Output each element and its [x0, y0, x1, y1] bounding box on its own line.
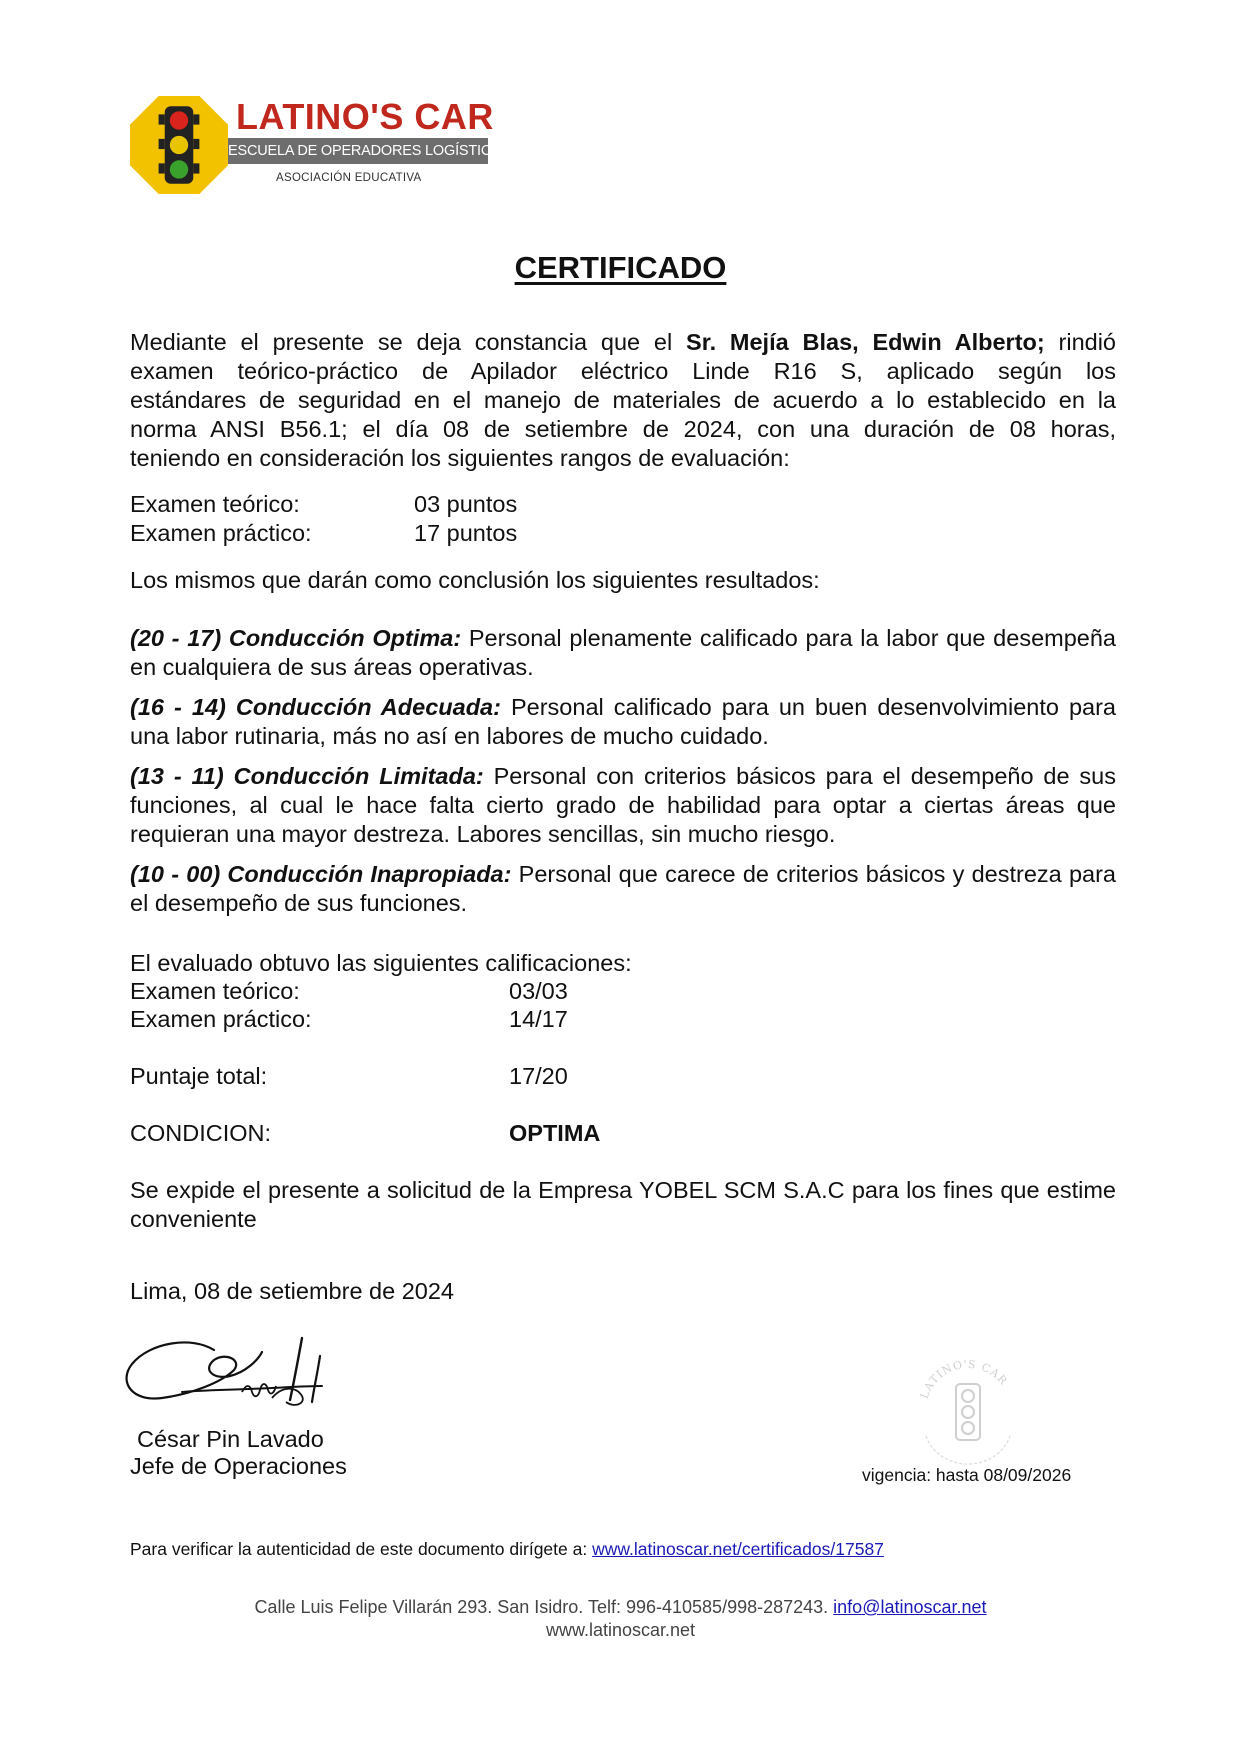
logo-subtitle: ASOCIACIÓN EDUCATIVA: [276, 172, 422, 184]
footer-website[interactable]: www.latinoscar.net: [545, 1620, 696, 1640]
result-theory-value: 03/03: [509, 978, 568, 1004]
verify-link[interactable]: www.latinoscar.net/certificados/17587: [592, 1539, 884, 1559]
footer-email-link[interactable]: info@latinoscar.net: [833, 1597, 987, 1617]
range-practice-value: 17 puntos: [414, 520, 518, 546]
intro-line-2: examen teórico-práctico de Apilador eléctrico Linde R16 S, aplicado según los: [130, 358, 1116, 384]
level-heading: (16 - 14) Conducción Adecuada:: [130, 694, 501, 720]
logo-brand-name: LATINO'S CAR: [236, 96, 494, 137]
level-description: Personal con criterios básicos para el desempeño de sus funciones, al cual le hace falta cierto grado de habilidad para optar a ciertas áreas que requieran una mayor destreza. Labores sencillas, sin mucho riesgo.: [130, 763, 1116, 847]
level-adecuada: [130, 693, 1116, 751]
handwritten-signature: [122, 1330, 342, 1420]
condition-value: OPTIMA: [509, 1120, 601, 1146]
place-date: Lima, 08 de setiembre de 2024: [130, 1278, 454, 1304]
traffic-light-octagon-icon: [128, 94, 230, 196]
svg-text:LATINO'S CAR: LATINO'S CAR: [917, 1357, 1011, 1401]
condition-label: CONDICION:: [130, 1120, 271, 1146]
company-logo: [128, 94, 512, 198]
issued-statement: Se expide el presente a solicitud de la Empresa YOBEL SCM S.A.C para los fines que estime conveniente: [130, 1177, 1116, 1232]
level-description: Personal que carece de criterios básicos y destreza para el desempeño de sus funciones.: [130, 861, 1116, 916]
results-intro: El evaluado obtuvo las siguientes calificaciones:: [130, 950, 632, 976]
level-inapropiada: [130, 860, 1116, 918]
logo-tagline: ESCUELA DE OPERADORES LOGÍSTICOS: [228, 138, 488, 164]
footer-address-line: [0, 1596, 1241, 1619]
footer-address: Calle Luis Felipe Villarán 293. San Isidro. Telf: 996-410585/998-287243.: [254, 1597, 834, 1617]
total-score-value: 17/20: [509, 1063, 568, 1089]
document-title: CERTIFICADO: [514, 250, 727, 285]
result-theory-label: Examen teórico:: [130, 978, 300, 1004]
signer-role: Jefe de Operaciones: [130, 1453, 347, 1479]
level-description: Personal plenamente calificado para la labor que desempeña en cualquiera de sus áreas operativas.: [130, 625, 1116, 680]
intro-text-start: Mediante el presente se deja constancia que el: [130, 329, 687, 355]
result-practice-label: Examen práctico:: [130, 1006, 312, 1032]
result-practice-value: 14/17: [509, 1006, 568, 1032]
company-seal-watermark: [912, 1350, 1024, 1470]
verify-text: Para verificar la autenticidad de este documento dirígete a:: [130, 1539, 593, 1559]
verify-line: [130, 1539, 884, 1560]
level-optima: [130, 624, 1116, 682]
level-heading: (10 - 00) Conducción Inapropiada:: [130, 861, 512, 887]
intro-line-4: norma ANSI B56.1; el día 08 de setiembre de 2024, con una duración de 08 horas,: [130, 416, 1116, 442]
intro-line-5: teniendo en consideración los siguientes rangos de evaluación:: [130, 445, 790, 471]
level-description: Personal calificado para un buen desenvolvimiento para una labor rutinaria, más no así en labores de mucho cuidado.: [130, 694, 1117, 749]
range-theory-value: 03 puntos: [414, 491, 518, 517]
conclusion-intro: Los mismos que darán como conclusión los siguientes resultados:: [130, 567, 820, 593]
intro-text-end: rindió: [1044, 329, 1116, 355]
validity-date: vigencia: hasta 08/09/2026: [862, 1465, 1072, 1485]
candidate-name: Sr. Mejía Blas, Edwin Alberto;: [686, 329, 1045, 355]
intro-paragraph: [130, 328, 1116, 473]
range-practice-label: Examen práctico:: [130, 520, 312, 546]
signer-name: César Pin Lavado: [137, 1426, 324, 1452]
level-limitada: [130, 762, 1116, 849]
range-theory-label: Examen teórico:: [130, 491, 300, 517]
intro-line-3: estándares de seguridad en el manejo de materiales de acuerdo a lo establecido en la: [130, 387, 1116, 413]
level-heading: (20 - 17) Conducción Optima:: [130, 625, 462, 651]
intro-line-1: [130, 328, 1116, 357]
level-heading: (13 - 11) Conducción Limitada:: [130, 763, 484, 789]
total-score-label: Puntaje total:: [130, 1063, 268, 1089]
